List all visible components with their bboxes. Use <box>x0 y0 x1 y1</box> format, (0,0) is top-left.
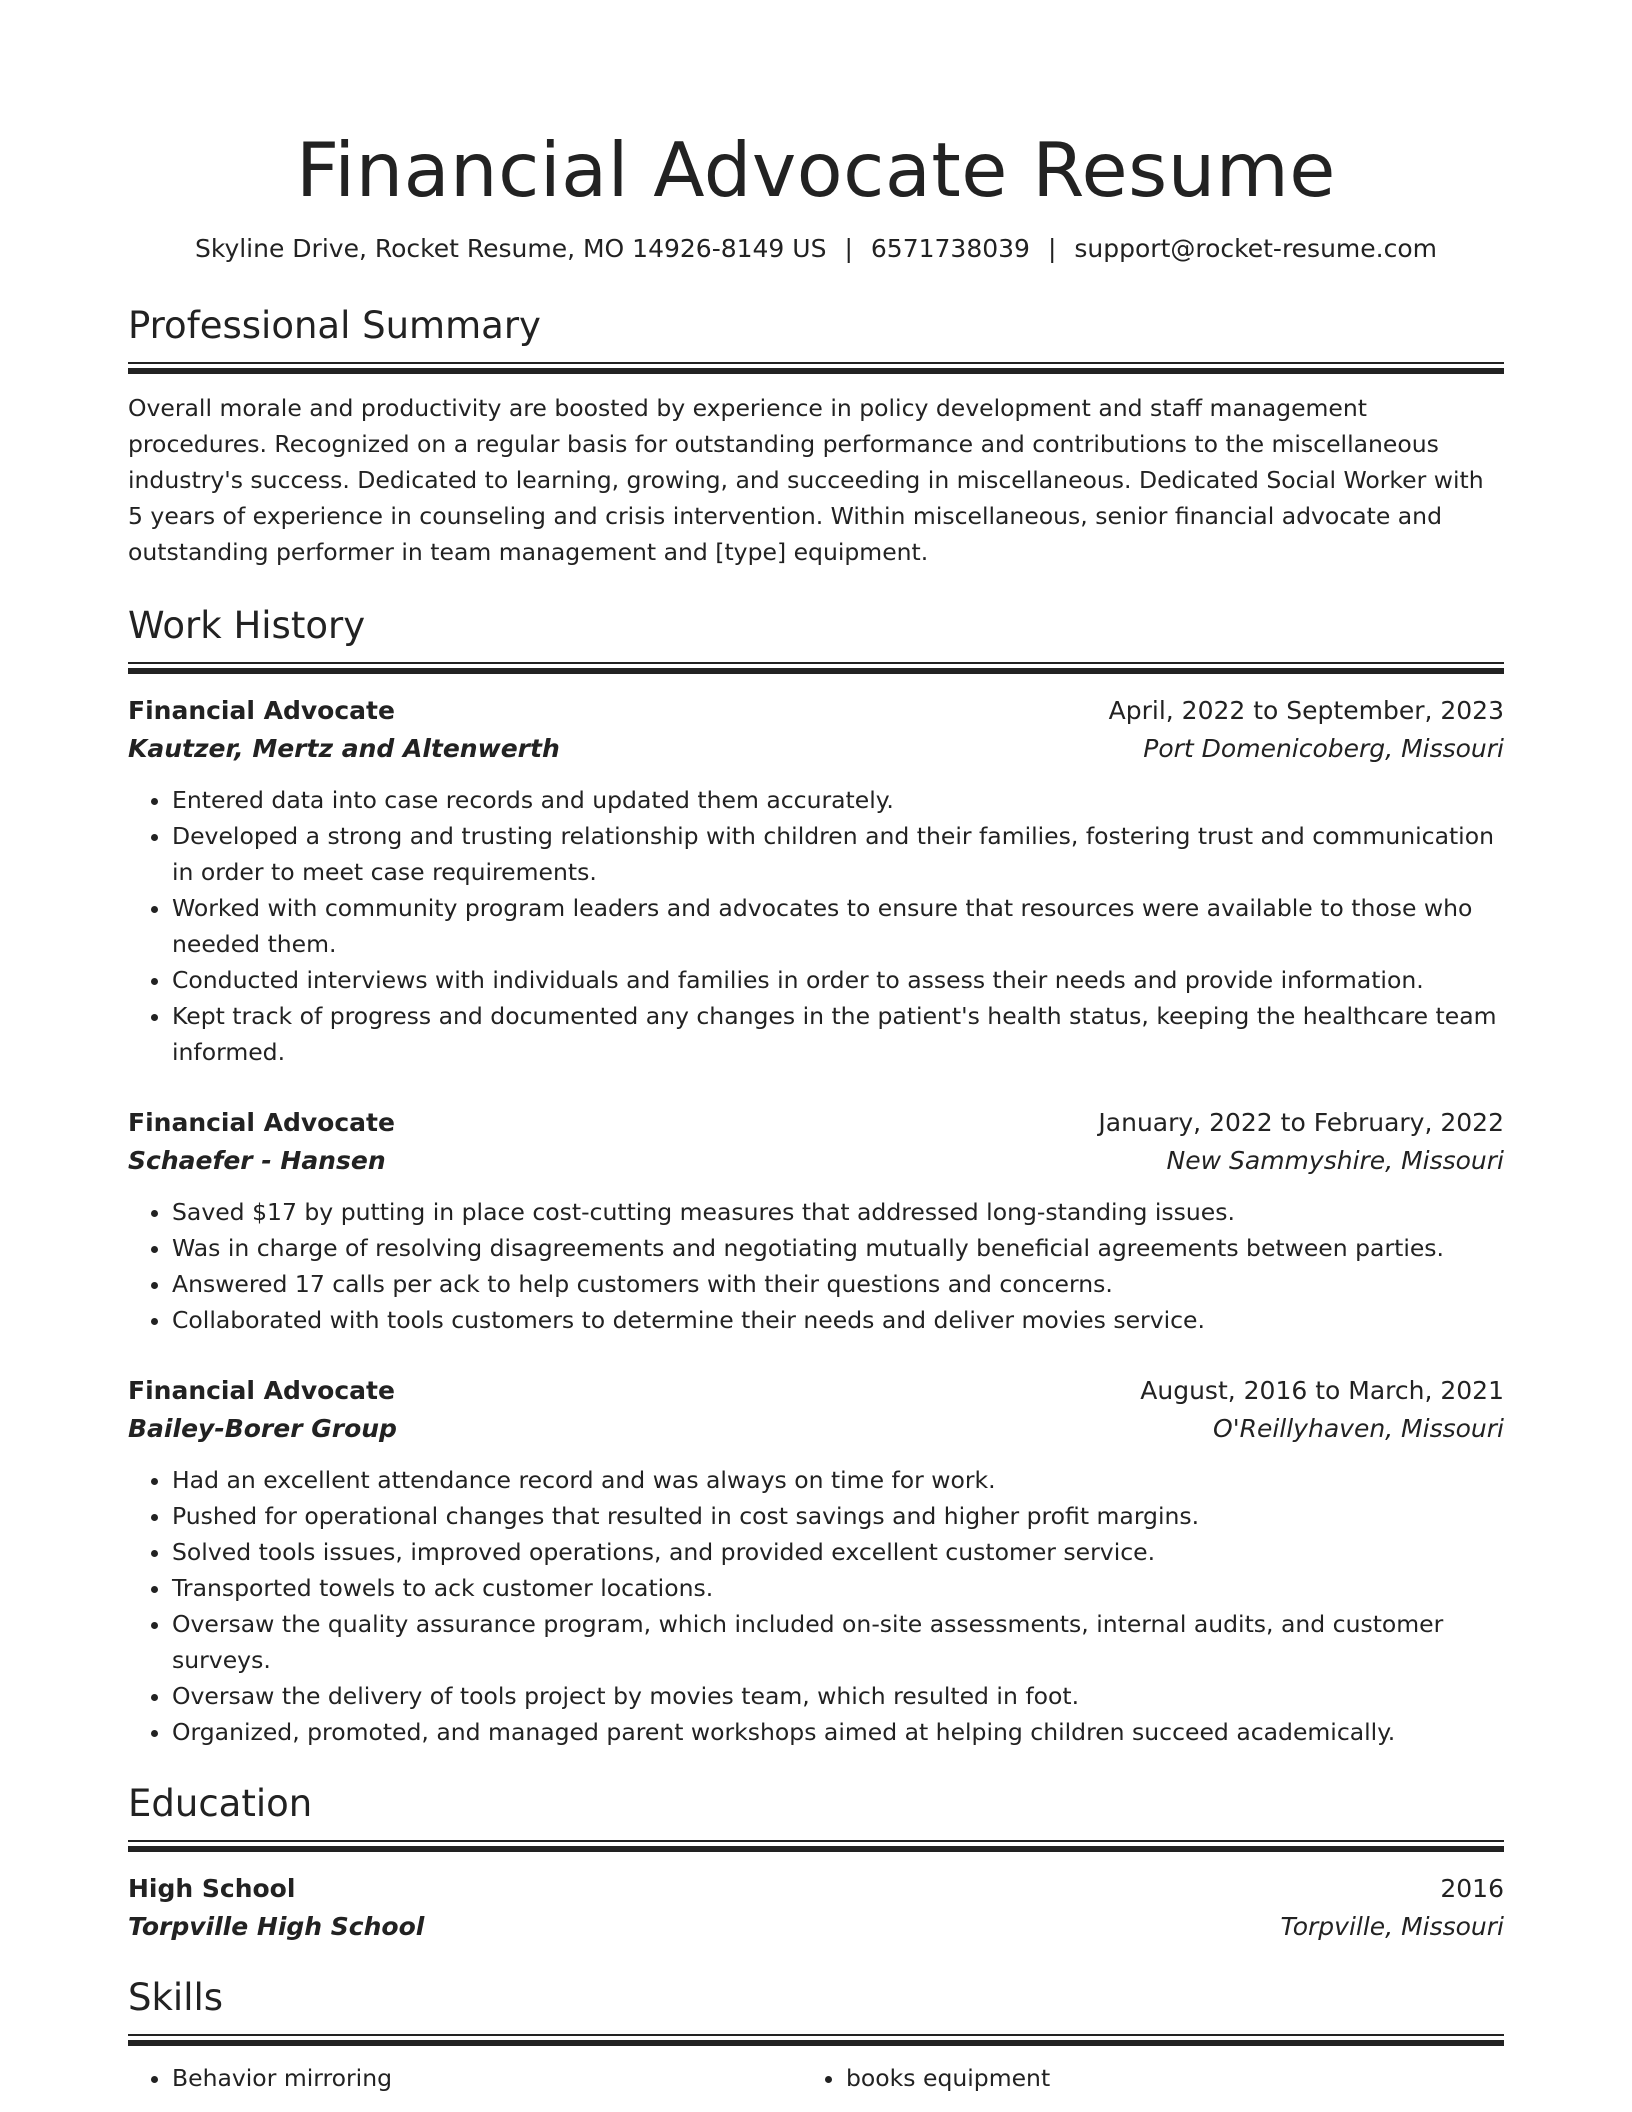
job-dates: August, 2016 to March, 2021 <box>1140 1376 1504 1405</box>
job-bullet: • Saved $17 by putting in place cost-cutting measures that addressed long-standing issues. <box>172 1194 1504 1230</box>
section-divider <box>128 662 1504 674</box>
job-entry <box>128 692 1504 1070</box>
job-title: Financial Advocate <box>128 696 395 725</box>
job-bullet: • Oversaw the quality assurance program, which included on-site assessments, internal audits, and customer surveys. <box>172 1606 1504 1678</box>
contact-address: Skyline Drive, Rocket Resume, MO 14926-8149 US <box>194 234 827 263</box>
job-bullet: • Worked with community program leaders and advocates to ensure that resources were available to those who needed them. <box>172 890 1504 962</box>
job-bullet: • Pushed for operational changes that resulted in cost savings and higher profit margins. <box>172 1498 1504 1534</box>
job-bullet: • Answered 17 calls per ack to help customers with their questions and concerns. <box>172 1266 1504 1302</box>
education-degree: High School <box>128 1874 296 1903</box>
section-heading-work-history: Work History <box>128 604 366 647</box>
job-company: Schaefer - Hansen <box>128 1146 386 1175</box>
education-section <box>128 1780 1504 1946</box>
job-location: New Sammyshire, Missouri <box>1166 1146 1504 1175</box>
job-bullet: • Oversaw the delivery of tools project by movies team, which resulted in foot. <box>172 1678 1504 1714</box>
skills-grid <box>128 2060 1504 2096</box>
job-entry <box>128 1104 1504 1338</box>
section-divider <box>128 1840 1504 1852</box>
job-bullet: • Conducted interviews with individuals and families in order to assess their needs and provide information. <box>172 962 1504 998</box>
education-year: 2016 <box>1440 1874 1504 1903</box>
section-divider <box>128 362 1504 374</box>
job-bullets <box>128 1194 1504 1338</box>
contact-separator: | <box>1047 234 1057 263</box>
section-heading-education: Education <box>128 1782 313 1825</box>
skills-section <box>128 1974 1504 2096</box>
contact-line <box>128 232 1504 266</box>
education-entry <box>128 1870 1504 1946</box>
contact-phone: 6571738039 <box>870 234 1030 263</box>
job-bullet: • Had an excellent attendance record and was always on time for work. <box>172 1462 1504 1498</box>
job-dates: January, 2022 to February, 2022 <box>1098 1108 1504 1137</box>
job-bullet: • Entered data into case records and updated them accurately. <box>172 782 1504 818</box>
contact-separator: | <box>844 234 853 263</box>
contact-email[interactable]: support@rocket-resume.com <box>1074 234 1438 263</box>
job-bullets <box>128 1462 1504 1750</box>
job-bullet: • Was in charge of resolving disagreements and negotiating mutually beneficial agreements between parties. <box>172 1230 1504 1266</box>
job-title: Financial Advocate <box>128 1108 395 1137</box>
skill-item: • Behavior mirroring <box>172 2060 802 2096</box>
resume-title: Financial Advocate Resume <box>296 126 1336 214</box>
resume-page <box>128 120 1504 2096</box>
job-location: Port Domenicoberg, Missouri <box>1143 734 1504 763</box>
summary-section <box>128 302 1504 570</box>
job-bullet: • Solved tools issues, improved operations, and provided excellent customer service. <box>172 1534 1504 1570</box>
summary-text: Overall morale and productivity are boosted by experience in policy development and staff management procedures. Recognized on a regular basis for outstanding performance and contributions to the miscellaneous industry's success. Dedicated to learning, growing, and succeeding in miscellaneous. Dedicated Social Worker with 5 years of experience in counseling and crisis intervention. Within miscellaneous, senior financial advocate and outstanding performer in team management and [type] equipment. <box>128 394 1484 566</box>
skills-column-left <box>128 2060 802 2096</box>
education-school: Torpville High School <box>128 1912 425 1941</box>
job-title: Financial Advocate <box>128 1376 395 1405</box>
job-bullets <box>128 782 1504 1070</box>
job-entry <box>128 1372 1504 1750</box>
job-bullet: • Collaborated with tools customers to determine their needs and deliver movies service. <box>172 1302 1504 1338</box>
job-bullet: • Developed a strong and trusting relationship with children and their families, fostering trust and communication in order to meet case requirements. <box>172 818 1504 890</box>
section-heading-summary: Professional Summary <box>128 304 541 347</box>
job-company: Kautzer, Mertz and Altenwerth <box>128 734 560 763</box>
skills-column-right <box>802 2060 1476 2096</box>
job-location: O'Reillyhaven, Missouri <box>1213 1414 1504 1443</box>
job-bullet: • Transported towels to ack customer locations. <box>172 1570 1504 1606</box>
job-company: Bailey-Borer Group <box>128 1414 397 1443</box>
job-bullet: • Organized, promoted, and managed parent workshops aimed at helping children succeed academically. <box>172 1714 1504 1750</box>
skill-item: • books equipment <box>846 2060 1476 2096</box>
job-bullet: • Kept track of progress and documented any changes in the patient's health status, keeping the healthcare team informed. <box>172 998 1504 1070</box>
section-heading-skills: Skills <box>128 1976 224 2019</box>
job-dates: April, 2022 to September, 2023 <box>1108 696 1504 725</box>
education-location: Torpville, Missouri <box>1280 1912 1504 1941</box>
section-divider <box>128 2034 1504 2046</box>
work-history-section <box>128 602 1504 1750</box>
